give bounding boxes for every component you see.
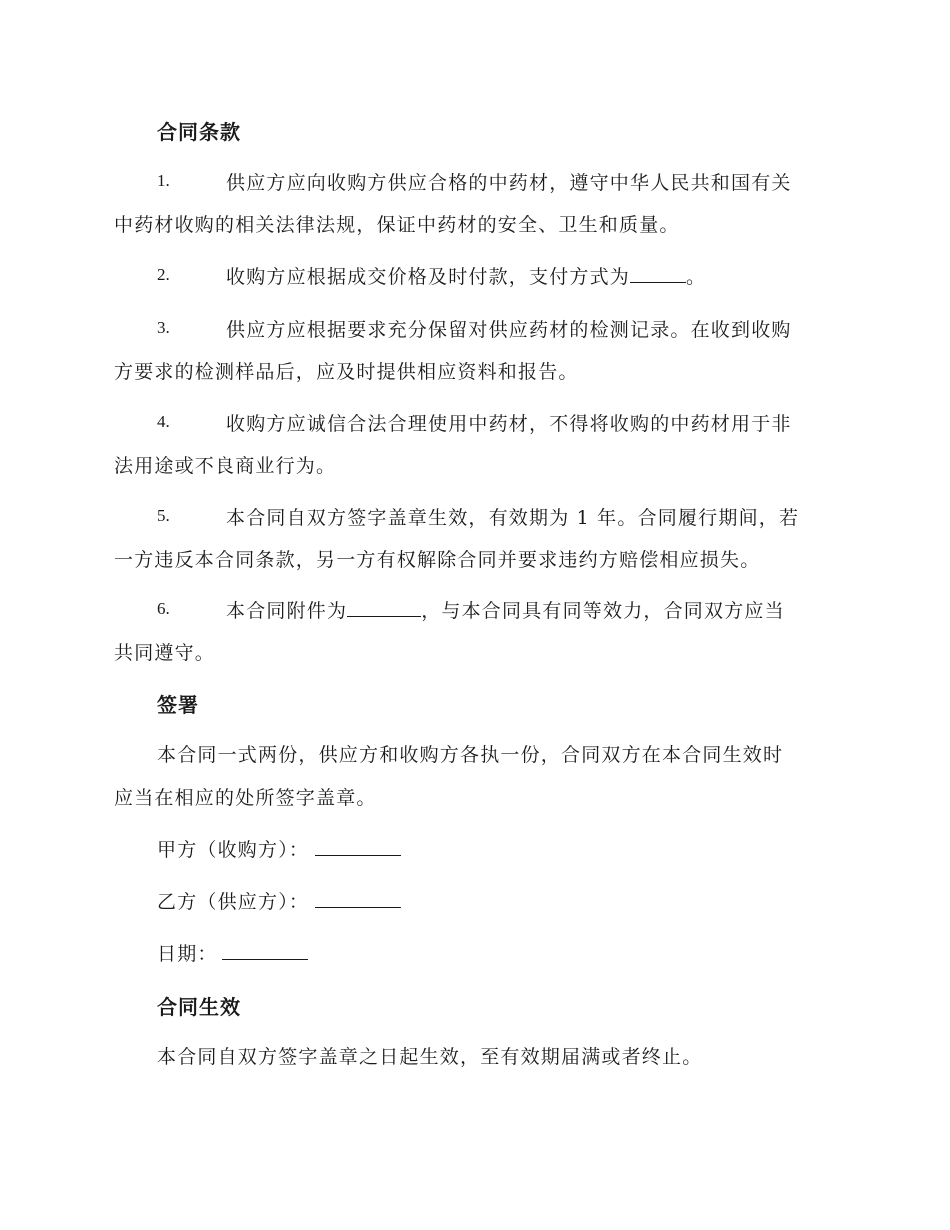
clause-6-number: 6. (157, 599, 170, 618)
clause-2-number: 2. (157, 265, 170, 284)
party-a-signature-blank[interactable] (315, 837, 401, 856)
clause-4-line-2: 法用途或不良商业行为。 (114, 455, 337, 477)
date-row (157, 939, 308, 966)
signing-line-1: 本合同一式两份，供应方和收购方各执一份，合同双方在本合同生效时 (157, 744, 784, 766)
clause-1-line-1: 供应方应向收购方供应合格的中药材，遵守中华人民共和国有关 (226, 172, 792, 194)
date-blank[interactable] (222, 941, 308, 960)
payment-method-blank[interactable] (630, 264, 686, 283)
clause-5-line-1: 本合同自双方签字盖章生效，有效期为 1 年。合同履行期间，若 (226, 507, 800, 529)
party-b-label: 乙方（供应方）： (157, 891, 310, 913)
signing-line-2: 应当在相应的处所签字盖章。 (114, 787, 377, 809)
clause-6-text-a: 本合同附件为 (226, 600, 348, 622)
clause-3-number: 3. (157, 318, 170, 337)
clause-6-line-2: 共同遵守。 (114, 642, 216, 664)
section-title-signing: 签署 (157, 693, 199, 717)
clause-2-text: 收购方应根据成交价格及时付款，支付方式为 (226, 266, 631, 288)
clause-1-line-2: 中药材收购的相关法律法规，保证中药材的安全、卫生和质量。 (114, 214, 680, 236)
party-a-row (157, 835, 401, 862)
party-b-row (157, 887, 401, 914)
clause-4-number: 4. (157, 412, 170, 431)
clause-6-text-b: ，与本合同具有同等效力，合同双方应当 (421, 600, 785, 622)
section-title-effect: 合同生效 (157, 995, 241, 1019)
clause-5-number: 5. (157, 506, 170, 525)
clause-6-line-1 (226, 596, 785, 623)
party-a-label: 甲方（收购方）： (157, 839, 310, 861)
party-b-signature-blank[interactable] (315, 889, 401, 908)
clause-5-line-2: 一方违反本合同条款，另一方有权解除合同并要求违约方赔偿相应损失。 (114, 549, 761, 571)
clause-4-line-1: 收购方应诚信合法合理使用中药材，不得将收购的中药材用于非 (226, 413, 792, 435)
effect-text: 本合同自双方签字盖章之日起生效，至有效期届满或者终止。 (157, 1046, 703, 1068)
attachment-blank[interactable] (347, 598, 421, 617)
clause-1-number: 1. (157, 171, 170, 190)
clause-3-line-1: 供应方应根据要求充分保留对供应药材的检测记录。在收到收购 (226, 319, 792, 341)
clause-3-line-2: 方要求的检测样品后，应及时提供相应资料和报告。 (114, 361, 579, 383)
clause-2-end: 。 (686, 266, 707, 288)
date-label: 日期： (157, 943, 218, 965)
clause-2-line-1 (226, 262, 706, 289)
section-title-terms: 合同条款 (157, 120, 241, 144)
